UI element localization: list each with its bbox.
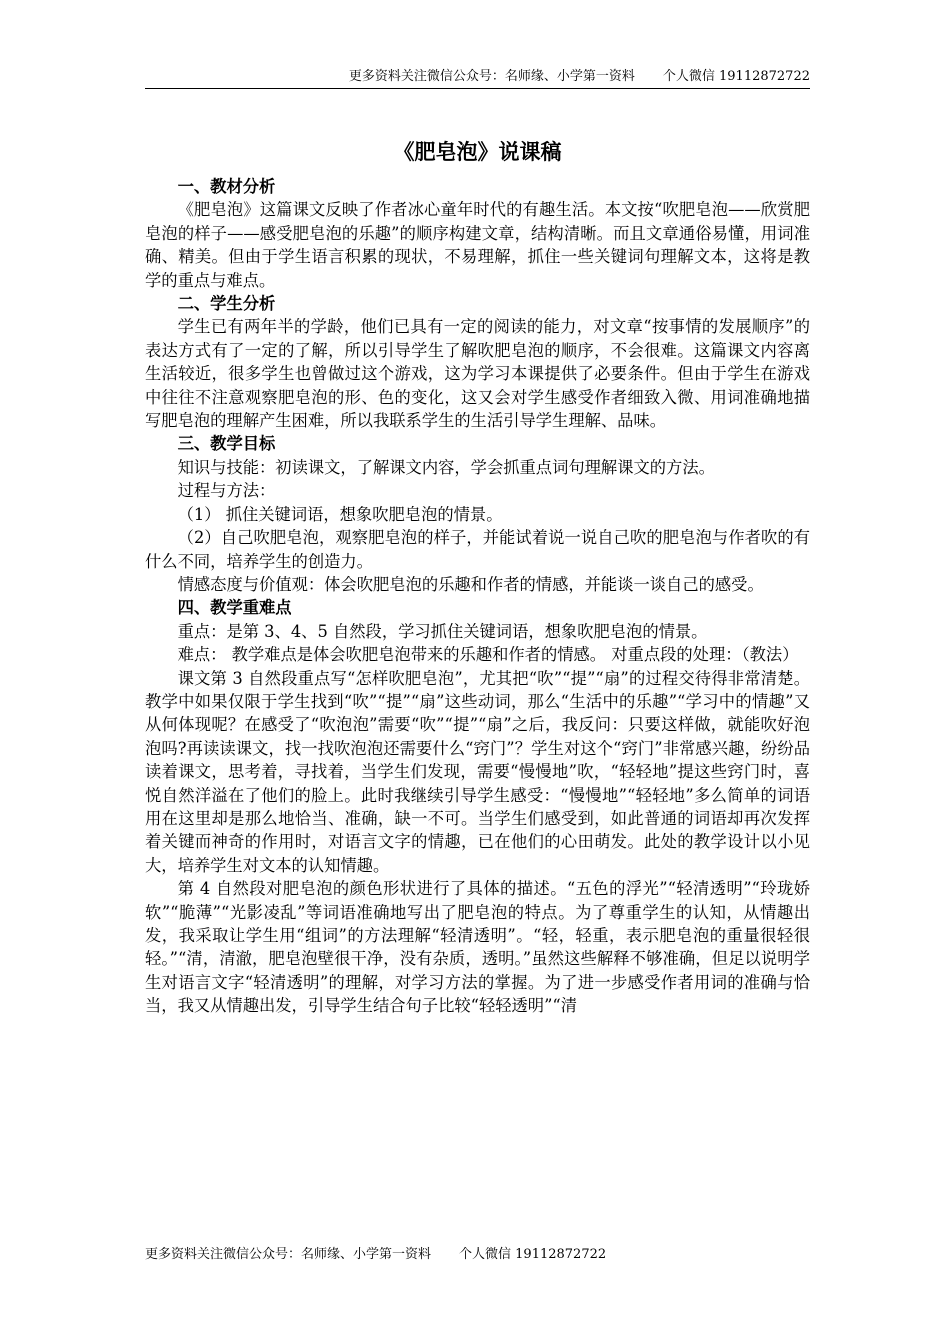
- section-heading-4: 四、教学重难点: [177, 598, 292, 618]
- section-heading-1: 一、教材分析: [177, 177, 276, 196]
- paragraph: 学生已有两年半的学龄，他们已具有一定的阅读的能力，对文章“按事情的发展顺序”的表达方式有了一定的了解，所以引导学生了解吹肥皂泡的顺序，不会很难。这篇课文内容离生活较近，很多学生也曾做过这个游戏，这为学习本课提供了必要条件。但由于学生在游戏中往往不注意观察肥皂泡的形、色的变化，这又会对学生感受作者细致入微、用词准确地描写肥皂泡的理解产生困难，所以我联系学生的生活引导学生理解、品味。: [145, 317, 810, 431]
- paragraph: 第 4 自然段对肥皂泡的颜色形状进行了具体的描述。“五色的浮光”“轻清透明”“玲珑娇软”“脆薄”“光影凌乱”等词语准确地写出了肥皂泡的特点。为了尊重学生的认知，从情趣出发，我采取让学生用“组词”的方法理解“轻清透明”。“轻，轻重，表示肥皂泡的重量很轻很轻。”“清，清澈，肥皂泡壁很干净，没有杂质，透明。”虽然这些解释不够准确，但足以说明学生对语言文字“轻清透明”的理解，对学习方法的掌握。为了进一步感受作者用词的准确与恰当，我又从情趣出发，引导学生结合句子比较“轻轻透明”“清: [145, 879, 810, 1016]
- document-body: [145, 175, 810, 1018]
- paragraph: 难点： 教学难点是体会吹肥皂泡带来的乐趣和作者的情感。 对重点段的处理：（教法）: [177, 645, 799, 665]
- footer-contact: 个人微信 19112872722: [459, 1247, 607, 1262]
- paragraph: 重点：是第 3、4、5 自然段，学习抓住关键词语，想象吹肥皂泡的情景。: [177, 621, 708, 641]
- paragraph: 课文第 3 自然段重点写“怎样吹肥皂泡”，尤其把“吹”“提”“扇”的过程交待得非常清楚。教学中如果仅限于学生找到“吹”“提”“扇”这些动词，那么“生活中的乐趣”“学习中的情趣”又从何体现呢？在感受了“吹泡泡”需要“吹”“提”“扇”之后，我反问：只要这样做，就能吹好泡泡吗?再读读课文，找一找吹泡泡还需要什么“窍门”？学生对这个“窍门”非常感兴趣，纷纷品读着课文，思考着，寻找着，当学生们发现，需要“慢慢地”吹，“轻轻地”提这些窍门时，喜悦自然洋溢在了他们的脸上。此时我继续引导学生感受：“慢慢地”“轻轻地”多么简单的词语用在这里却是那么地恰当、准确，缺一不可。当学生们感受到，如此普通的词语却再次发挥着关键而神奇的作用时，对语言文字的情趣，已在他们的心田萌发。此处的教学设计以小见大，培养学生对文本的认知情趣。: [145, 668, 810, 875]
- paragraph: 情感态度与价值观：体会吹肥皂泡的乐趣和作者的情感，并能谈一谈自己的感受。: [177, 574, 764, 594]
- footer-text: 更多资料关注微信公众号：名师缘、小学第一资料: [145, 1247, 432, 1262]
- header-divider: [145, 88, 810, 89]
- section-heading-3: 三、教学目标: [177, 434, 276, 454]
- document-title: 《肥皂泡》说课稿: [393, 139, 562, 164]
- header-contact: 个人微信 19112872722: [662, 69, 810, 84]
- page-footer: [145, 1245, 606, 1265]
- paragraph: 过程与方法：: [177, 481, 276, 501]
- list-item: （1） 抓住关键词语，想象吹肥皂泡的情景。: [177, 504, 503, 524]
- page-header: [145, 66, 810, 88]
- list-item: （2）自己吹肥皂泡，观察肥皂泡的样子，并能试着说一说自己吹的肥皂泡与作者吹的有什么不同，培养学生的创造力。: [145, 528, 810, 571]
- header-text: 更多资料关注微信公众号：名师缘、小学第一资料: [348, 69, 635, 84]
- paragraph: 《肥皂泡》这篇课文反映了作者冰心童年时代的有趣生活。本文按“吹肥皂泡——欣赏肥皂泡的样子——感受肥皂泡的乐趣”的顺序构建文章，结构清晰。而且文章通俗易懂，用词准确、精美。但由于学生语言积累的现状，不易理解，抓住一些关键词句理解文本，这将是教学的重点与难点。: [145, 200, 810, 290]
- section-heading-2: 二、学生分析: [177, 294, 276, 314]
- paragraph: 知识与技能：初读课文，了解课文内容，学会抓重点词句理解课文的方法。: [177, 457, 715, 477]
